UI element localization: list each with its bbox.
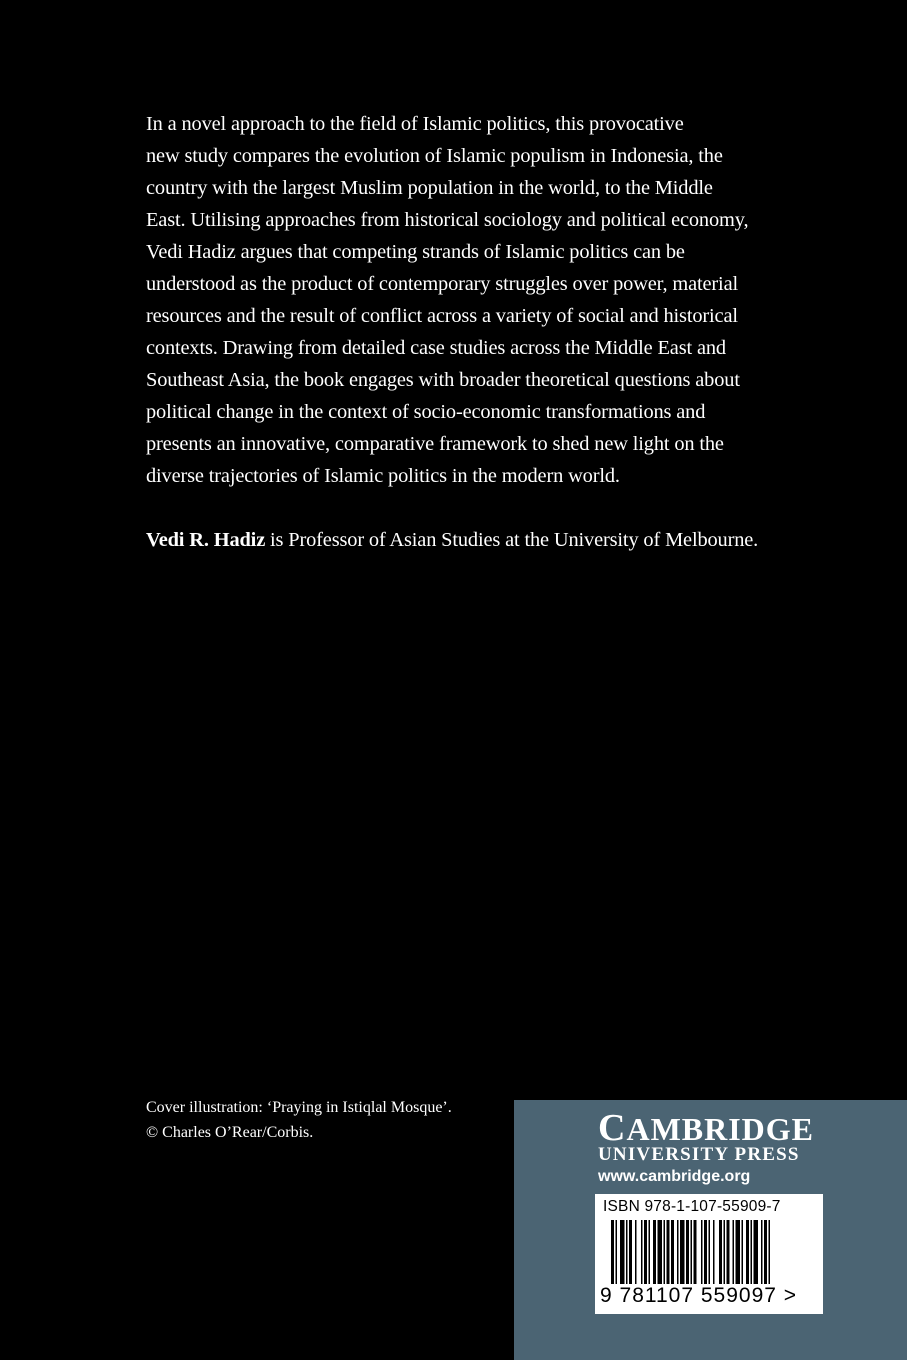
blurb-line: presents an innovative, comparative framework to shed new light on the	[146, 433, 724, 455]
barcode-bar	[635, 1220, 637, 1284]
barcode-bar	[653, 1220, 656, 1284]
blurb-line: Southeast Asia, the book engages with broader theoretical questions about	[146, 369, 740, 391]
cover-illustration-credit: Cover illustration: ‘Praying in Istiqlal Mosque’.	[146, 1099, 452, 1116]
barcode-bar	[641, 1220, 643, 1284]
blurb-line: political change in the context of socio-economic transformations and	[146, 401, 706, 423]
cover-credits	[146, 1095, 452, 1145]
blurb-line: new study compares the evolution of Islamic populism in Indonesia, the	[146, 145, 723, 167]
barcode-bar	[713, 1220, 715, 1284]
barcode-bar	[709, 1220, 711, 1284]
barcode-bar	[667, 1220, 670, 1284]
blurb-line: In a novel approach to the field of Islamic politics, this provocative	[146, 113, 684, 135]
barcode-bar	[620, 1220, 625, 1284]
barcode-bar	[616, 1220, 618, 1284]
barcode-bar	[658, 1220, 663, 1284]
blurb-line: country with the largest Muslim population in the world, to the Middle	[146, 177, 713, 199]
barcode-bar	[686, 1220, 689, 1284]
barcode-bar	[677, 1220, 679, 1284]
barcode-bar	[719, 1220, 722, 1284]
author-name: Vedi R. Hadiz	[146, 529, 266, 551]
barcode-bar	[769, 1220, 771, 1284]
barcode-bar	[626, 1220, 628, 1284]
author-bio	[146, 524, 846, 556]
blurb-line: contexts. Drawing from detailed case studies across the Middle East and	[146, 337, 726, 359]
publisher-panel	[514, 1100, 907, 1360]
barcode-bar	[671, 1220, 674, 1284]
barcode-bar	[751, 1220, 753, 1284]
barcode-bar	[727, 1220, 730, 1284]
blurb-paragraph	[146, 108, 786, 492]
isbn-label: ISBN 978-1-107-55909-7	[603, 1198, 781, 1215]
isbn-barcode	[595, 1194, 823, 1314]
barcode-bar	[649, 1220, 651, 1284]
barcode-bar	[644, 1220, 647, 1284]
barcode-digits: 9 781107 559097 >	[600, 1284, 798, 1307]
barcode-bar	[764, 1220, 767, 1284]
barcode-bar	[629, 1220, 632, 1284]
barcode-bar	[746, 1220, 749, 1284]
barcode-bar	[691, 1220, 693, 1284]
barcode-bar	[680, 1220, 685, 1284]
publisher-subname: UNIVERSITY PRESS	[598, 1144, 800, 1165]
barcode-bar	[742, 1220, 744, 1284]
barcode-bar	[701, 1220, 703, 1284]
barcode-bar	[736, 1220, 741, 1284]
publisher-name-initial: C	[598, 1107, 627, 1149]
author-bio-text: is Professor of Asian Studies at the University of Melbourne.	[265, 529, 759, 551]
blurb-line: diverse trajectories of Islamic politics in the modern world.	[146, 465, 620, 487]
barcode-bar	[733, 1220, 735, 1284]
copyright-credit: © Charles O’Rear/Corbis.	[146, 1124, 314, 1141]
blurb-line: Vedi Hadiz argues that competing strands of Islamic politics can be	[146, 241, 685, 263]
publisher-name-rest: AMBRIDGE	[626, 1111, 815, 1147]
barcode-bar	[754, 1220, 759, 1284]
barcode-bar	[704, 1220, 707, 1284]
barcode-bar	[664, 1220, 666, 1284]
blurb-line: understood as the product of contemporary struggles over power, material	[146, 273, 738, 295]
barcode-bar	[694, 1220, 697, 1284]
barcode-bar	[724, 1220, 726, 1284]
publisher-url: www.cambridge.org	[598, 1168, 751, 1185]
blurb-line: resources and the result of conflict across a variety of social and historical	[146, 305, 738, 327]
barcode-bar	[761, 1220, 763, 1284]
barcode-bar	[611, 1220, 614, 1284]
blurb-line: East. Utilising approaches from historical sociology and political economy,	[146, 209, 749, 231]
